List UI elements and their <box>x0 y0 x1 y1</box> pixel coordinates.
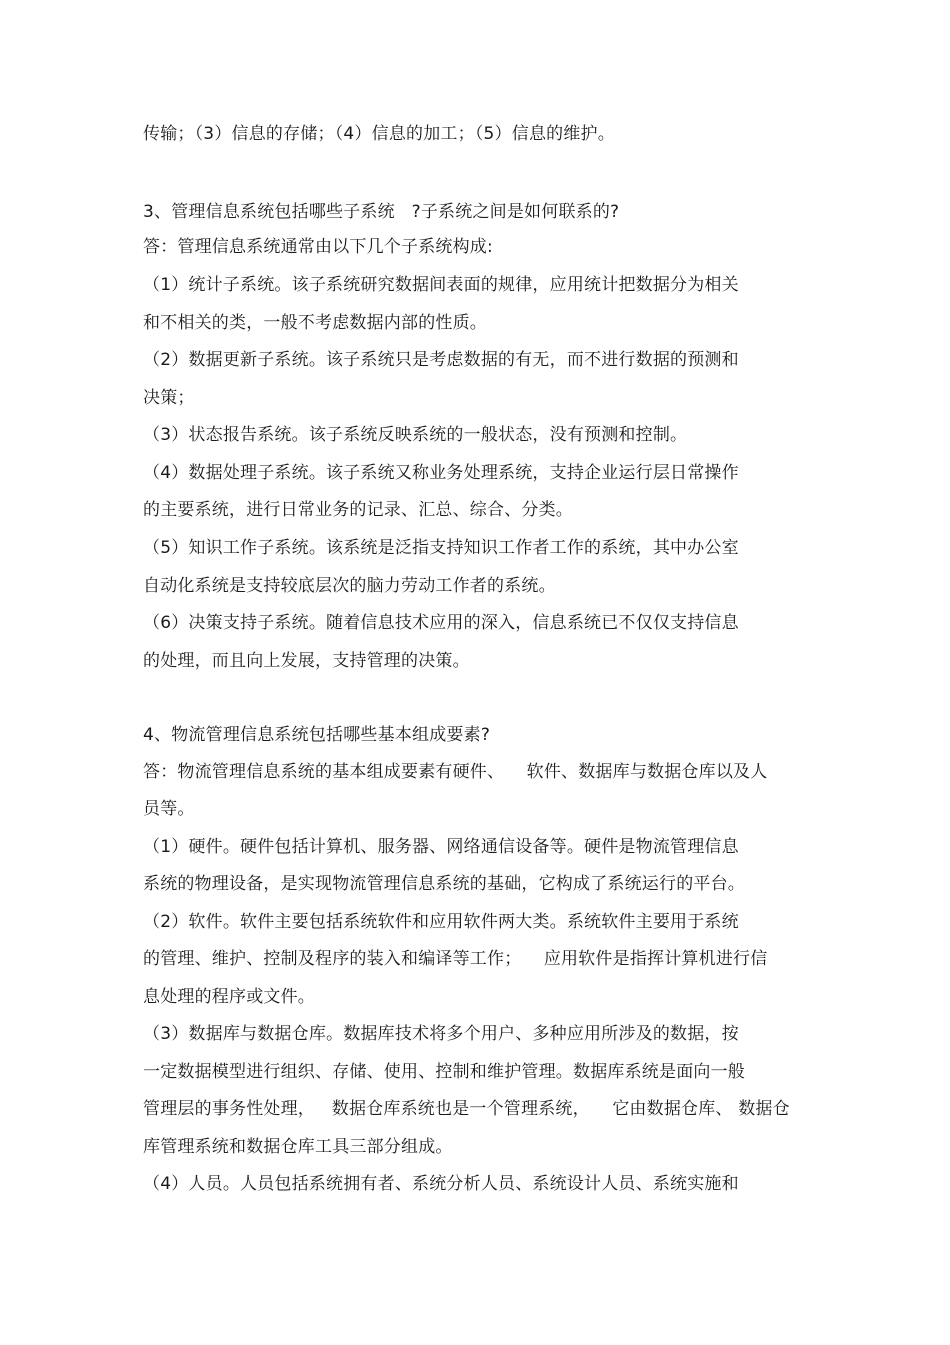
answer-intro: 答：物流管理信息系统的基本组成要素有硬件、 软件、数据库与数据仓库以及人 <box>143 762 768 782</box>
text-line: 息处理的程序或文件。 <box>143 987 315 1007</box>
text-line: （5）知识工作子系统。该系统是泛指支持知识工作者工作的系统，其中办公室 <box>143 538 739 558</box>
question-heading: 3、管理信息系统包括哪些子系统 ?子系统之间是如何联系的? <box>143 202 620 222</box>
text-line: （4）数据处理子系统。该子系统又称业务处理系统，支持企业运行层日常操作 <box>143 463 739 483</box>
text-line: 自动化系统是支持较底层次的脑力劳动工作者的系统。 <box>143 576 556 596</box>
text-line: 决策； <box>143 388 195 408</box>
answer-intro: 答：管理信息系统通常由以下几个子系统构成: <box>143 237 493 257</box>
text-line: （1）硬件。硬件包括计算机、服务器、网络通信设备等。硬件是物流管理信息 <box>143 837 739 857</box>
text-line: 库管理系统和数据仓库工具三部分组成。 <box>143 1137 453 1157</box>
text-line: 一定数据模型进行组织、存储、使用、控制和维护管理。数据库系统是面向一般 <box>143 1062 745 1082</box>
text-line: 和不相关的类，一般不考虑数据内部的性质。 <box>143 313 487 333</box>
text-line: 的主要系统，进行日常业务的记录、汇总、综合、分类。 <box>143 500 573 520</box>
text-line: （2）数据更新子系统。该子系统只是考虑数据的有无，而不进行数据的预测和 <box>143 350 739 370</box>
text-line: 的管理、维护、控制及程序的装入和编译等工作； 应用软件是指挥计算机进行信 <box>143 949 768 969</box>
text-line: 管理层的事务性处理， 数据仓库系统也是一个管理系统， 它由数据仓库、 数据仓 <box>143 1099 790 1119</box>
text-line: 传输；（3）信息的存储；（4）信息的加工；（5）信息的维护。 <box>143 124 615 144</box>
text-line: 员等。 <box>143 799 195 819</box>
text-line: 系统的物理设备，是实现物流管理信息系统的基础，它构成了系统运行的平台。 <box>143 874 745 894</box>
text-line: （3）数据库与数据仓库。数据库技术将多个用户、多种应用所涉及的数据，按 <box>143 1024 739 1044</box>
text-line: （6）决策支持子系统。随着信息技术应用的深入，信息系统已不仅仅支持信息 <box>143 613 739 633</box>
text-line: （3）状态报告系统。该子系统反映系统的一般状态，没有预测和控制。 <box>143 425 688 445</box>
text-line: （2）软件。软件主要包括系统软件和应用软件两大类。系统软件主要用于系统 <box>143 912 739 932</box>
text-line: 的处理，而且向上发展，支持管理的决策。 <box>143 651 470 671</box>
question-heading: 4、物流管理信息系统包括哪些基本组成要素? <box>143 725 491 745</box>
text-line: （1）统计子系统。该子系统研究数据间表面的规律，应用统计把数据分为相关 <box>143 275 739 295</box>
text-line: （4）人员。人员包括系统拥有者、系统分析人员、系统设计人员、系统实施和 <box>143 1174 739 1194</box>
